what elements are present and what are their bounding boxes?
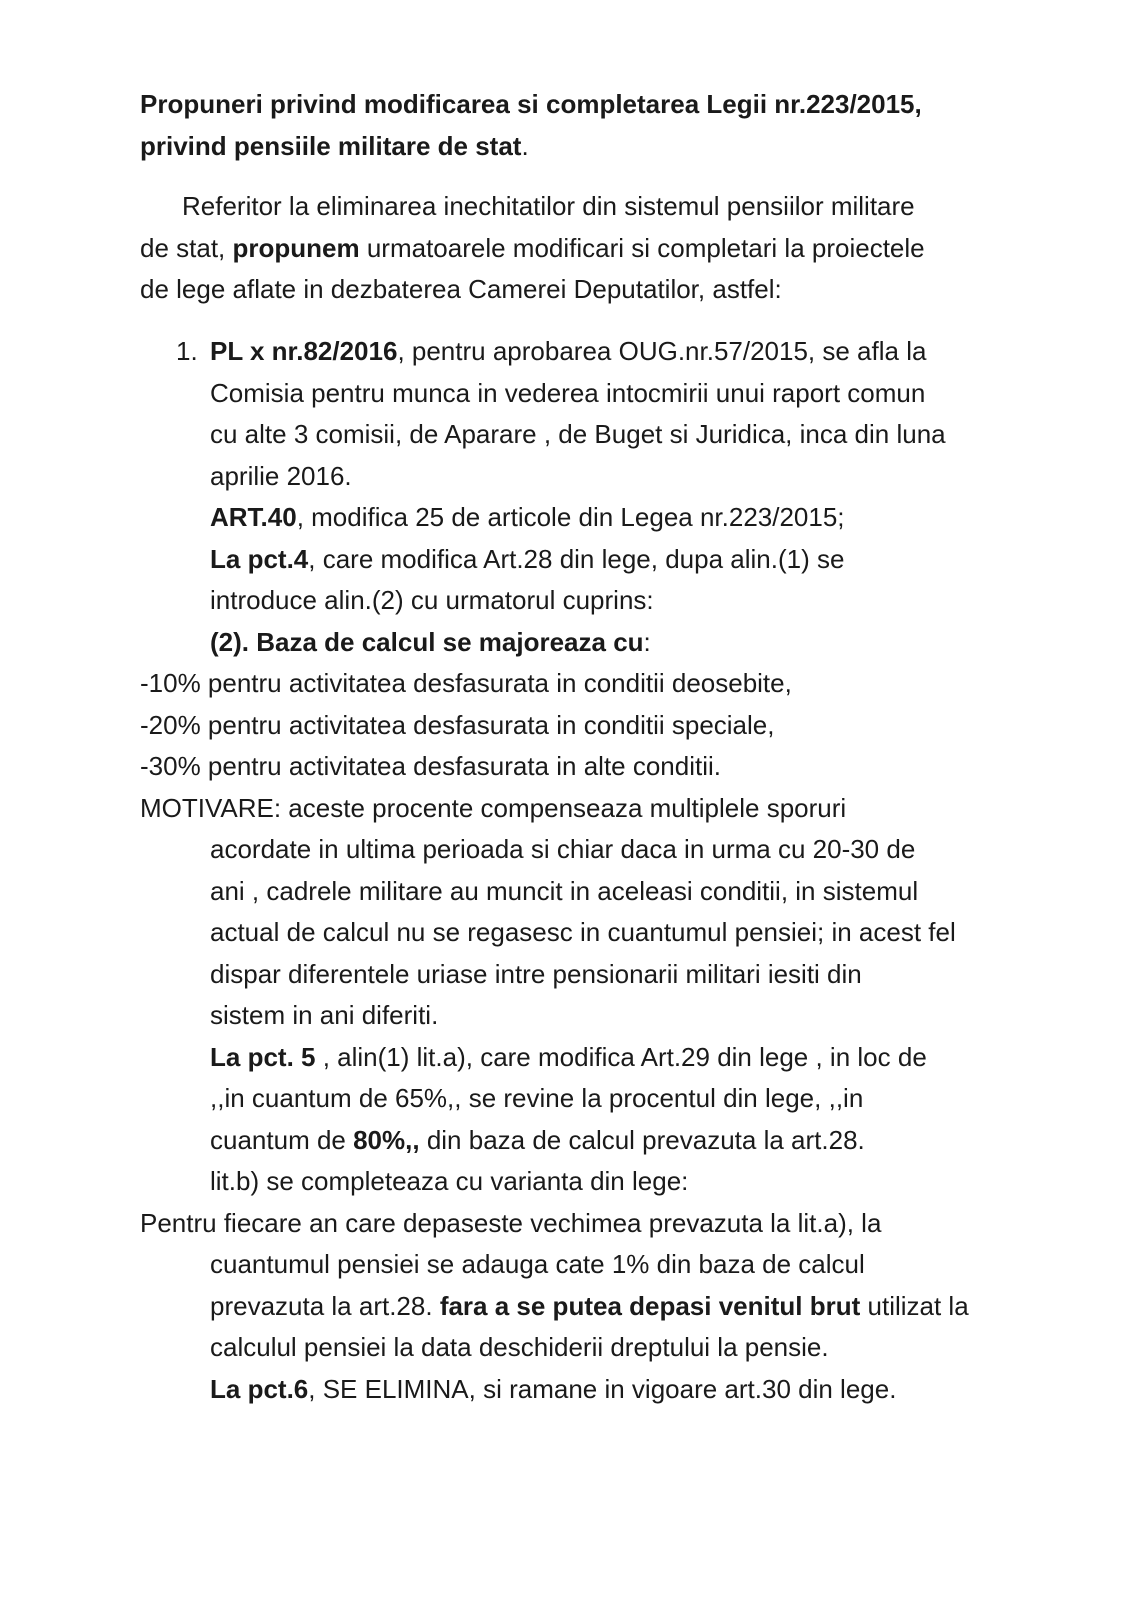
item-line (140, 1286, 969, 1328)
title-line-1: Propuneri privind modificarea si completarea Legii nr.223/2015, (140, 89, 922, 119)
percent-20-line: -20% pentru activitatea desfasurata in conditii speciale, (140, 709, 775, 740)
item-text: : (643, 626, 651, 657)
alin2-line (140, 622, 969, 664)
motivation-line: dispar diferentele uriase intre pensionarii militari iesiti din (210, 958, 862, 989)
percent-30-line: -30% pentru activitatea desfasurata in alte conditii. (140, 751, 722, 781)
pct5-line (140, 1037, 969, 1079)
bill-reference: PL x nr.82/2016 (210, 336, 398, 366)
item-text: , alin(1) lit.a), care modifica Art.29 din lege , in loc de (315, 1041, 927, 1072)
item-line: introduce alin.(2) cu urmatorul cuprins: (210, 585, 654, 615)
item-text: cuantum de (210, 1124, 354, 1155)
pct4-line (140, 539, 969, 581)
art40-line (140, 497, 969, 539)
motivation-line: MOTIVARE: aceste procente compenseaza multiplele sporuri (140, 792, 847, 823)
intro-text: urmatoarele modificari si completari la proiectele (359, 232, 925, 263)
pct4-label: La pct.4 (210, 543, 309, 574)
item-line: cuantumul pensiei se adauga cate 1% din baza de calcul (210, 1249, 865, 1279)
item-line: ,,in cuantum de 65%,, se revine la procentul din lege, ,,in (210, 1083, 864, 1113)
item-line: Comisia pentru munca in vederea intocmirii unui raport comun (210, 377, 926, 408)
document-title (140, 83, 922, 167)
limit-bold: fara a se putea depasi venitul brut (439, 1290, 861, 1321)
title-line-2 (140, 125, 922, 167)
item-text: , care modifica Art.28 din lege, dupa alin.(1) se (308, 543, 845, 574)
item-line: Pentru fiecare an care depaseste vechimea prevazuta la lit.a), la (140, 1207, 882, 1238)
item-text: utilizat la (860, 1290, 969, 1321)
item-text: , modifica 25 de articole din Legea nr.223/2015; (296, 502, 845, 532)
motivation-line: ani , cadrele militare au muncit in aceleasi conditii, in sistemul (210, 875, 919, 906)
percent-10-line: -10% pentru activitatea desfasurata in conditii deosebite, (140, 668, 792, 698)
list-item (140, 331, 969, 1410)
intro-line-3: de lege aflate in dezbaterea Camerei Deputatilor, astfel: (140, 274, 782, 304)
motivation-line: actual de calcul nu se regasesc in cuantumul pensiei; in acest fel (210, 917, 956, 947)
intro-line-1: Referitor la eliminarea inechitatilor din sistemul pensiilor militare (182, 191, 915, 221)
pct6-label: La pct.6 (210, 1373, 309, 1404)
intro-text: de stat, (140, 232, 233, 263)
item-text: din baza de calcul prevazuta la art.28. (419, 1124, 865, 1155)
intro-bold: propunem (232, 232, 360, 263)
motivation-line: sistem in ani diferiti. (210, 1000, 439, 1030)
item-line: calculul pensiei la data deschiderii dreptului la pensie. (210, 1332, 829, 1362)
item-text: , SE ELIMINA, si ramane in vigoare art.30 din lege. (308, 1373, 897, 1404)
title-line-2-end: . (521, 131, 529, 161)
list-number: 1. (176, 336, 198, 366)
alin2-heading: (2). Baza de calcul se majoreaza cu (210, 626, 644, 657)
item-line (140, 1120, 969, 1162)
pct5-label: La pct. 5 (210, 1041, 316, 1072)
item-line: aprilie 2016. (210, 460, 352, 491)
intro-paragraph (140, 186, 925, 311)
item-line (140, 331, 969, 373)
item-line: lit.b) se completeaza cu varianta din lege: (210, 1166, 689, 1196)
intro-line-2 (140, 228, 925, 270)
pct6-line (140, 1369, 969, 1411)
percent-80-bold: 80%,, (353, 1124, 420, 1155)
title-line-2-bold: privind pensiile militare de stat (140, 131, 522, 161)
item-line: cu alte 3 comisii, de Aparare , de Buget si Juridica, inca din luna (210, 419, 946, 449)
item-text: prevazuta la art.28. (210, 1290, 440, 1321)
art40-label: ART.40 (210, 502, 297, 532)
item-text: , pentru aprobarea OUG.nr.57/2015, se afla la (397, 336, 927, 366)
motivation-line: acordate in ultima perioada si chiar daca in urma cu 20-30 de (210, 834, 916, 864)
